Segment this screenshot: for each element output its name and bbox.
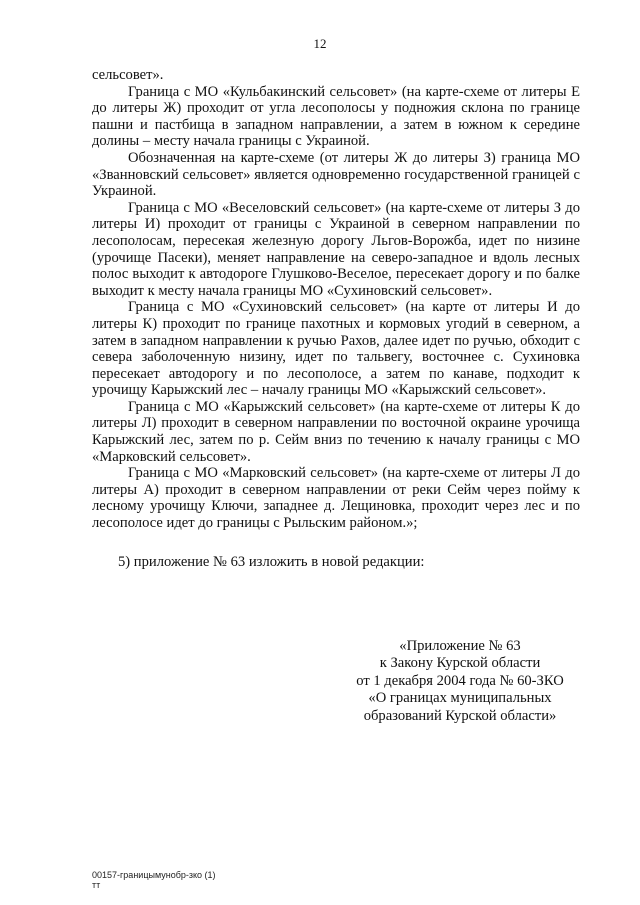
paragraph-zvannovsky-border: Обозначенная на карте-схеме (от литеры Ж до литеры З) граница МО «Званновский сельсовет» является одновременно государственной границей с Украиной. bbox=[92, 149, 580, 200]
paragraph-markovsky-border: Граница с МО «Марковский сельсовет» (на карте-схеме от литеры Л до литеры А) проходит в северном направлении от реки Сейм через пойму к лесному урочищу Ключи, западнее д. Лещиновка, проходит через лес и по лесополосе идет до границы с Рыльским районом.»; bbox=[92, 465, 580, 532]
paragraph-karyzhsky-border: Граница с МО «Карыжский сельсовет» (на карте-схеме от литеры К до литеры Л) проходит в северном направлении по восточной окраине урочища Карыжский лес, затем по р. Сейм вниз по течению к началу границы с МО «Марковский сельсовет». bbox=[92, 398, 580, 465]
document-body bbox=[92, 67, 580, 570]
appendix-header bbox=[340, 638, 580, 725]
appendix-law-date: от 1 декабря 2004 года № 60-ЗКО bbox=[356, 672, 564, 689]
appendix-title: «Приложение № 63 bbox=[399, 638, 521, 654]
appendix-law-title-line1: «О границах муниципальных bbox=[368, 690, 552, 707]
appendix-law-title-line2: образований Курской области» bbox=[363, 707, 557, 724]
paragraph-continuation: сельсовет». bbox=[92, 67, 164, 83]
paragraph-sukhinovsky-border: Граница с МО «Сухиновский сельсовет» (на карте от литеры И до литеры К) проходит по границе пахотных и кормовых угодий в северном, а затем в западном направлении к ручью Рахов, далее идет по ручью, обходит с севера заболоченную низину, идет по тальвегу, восточнее с. Сухиновка пересекает автодорогу и по лесополосе, а затем по канаве, подходит к урочищу Карыжский лес – началу границы МО «Карыжский сельсовет». bbox=[92, 299, 580, 399]
footer bbox=[92, 870, 216, 890]
page-number: 12 bbox=[313, 36, 327, 51]
appendix-law-reference: к Закону Курской области bbox=[379, 655, 541, 672]
footer-filename: 00157-границымунобр-зко (1) bbox=[92, 870, 216, 880]
footer-initials: тт bbox=[92, 880, 101, 890]
paragraph-kulbakinsky-border: Граница с МО «Кульбакинский сельсовет» (на карте-схеме от литеры Е до литеры Ж) проходит от угла лесополосы у подножия склона по границе пашни и пастбища в западном направлении, а затем в южном к середине долины – месту начала границы с Украиной. bbox=[92, 83, 580, 150]
item-5-instruction: 5) приложение № 63 изложить в новой редакции: bbox=[118, 553, 425, 570]
paragraph-veselovsky-border: Граница с МО «Веселовский сельсовет» (на карте-схеме от литеры З до литеры И) проходит от границы с Украиной в северном направлении по лесополосам, пересекая железную дорогу Льгов-Ворожба, идет по низине (урочище Пасеки), меняет направление на северо-западное и вдоль лесных полос выходит к автодороге Глушково-Веселое, пересекает дорогу и по балке выходит к месту начала границы МО «Сухиновский сельсовет». bbox=[92, 199, 580, 299]
